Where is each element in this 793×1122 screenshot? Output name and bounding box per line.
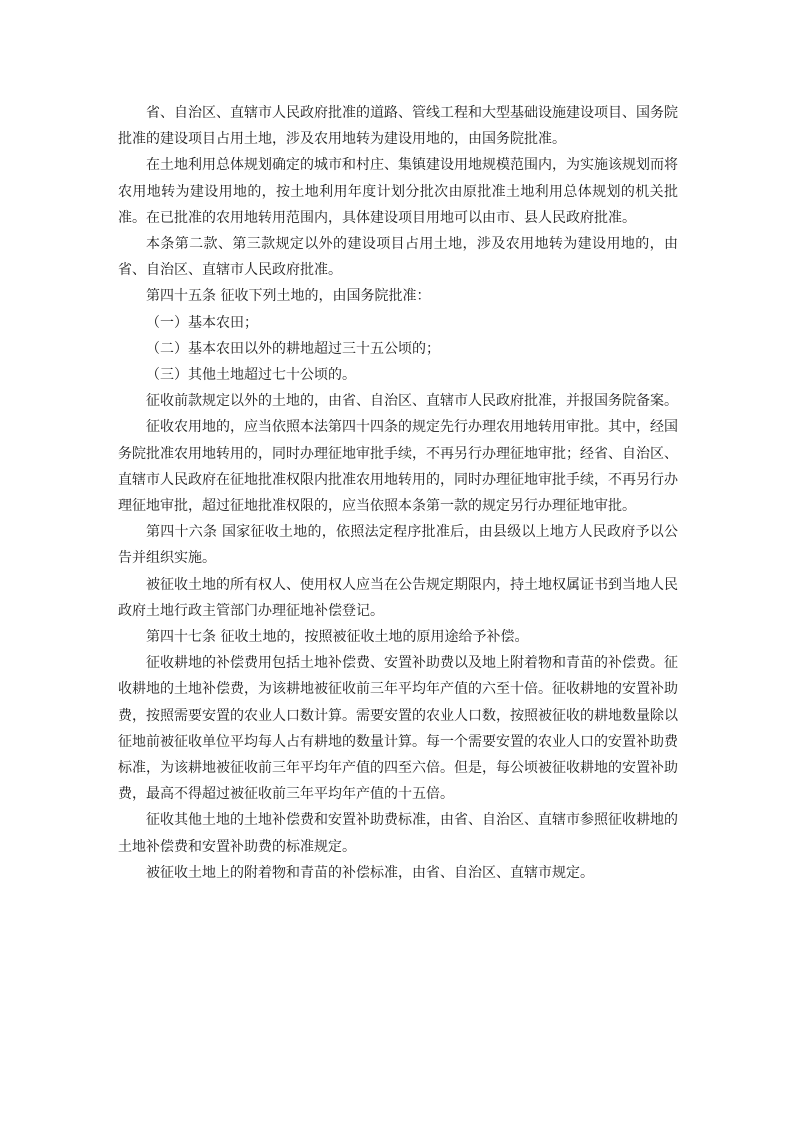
paragraph: 征收农用地的，应当依照本法第四十四条的规定先行办理农用地转用审批。其中，经国务院批准农用地转用的，同时办理征地审批手续，不再另行办理征地审批；经省、自治区、直辖市人民政府在征地批准权限内批准农用地转用的，同时办理征地审批手续，不再另行办理征地审批，超过征地批准权限的，应当依照本条第一款的规定另行办理征地审批。 (118, 419, 678, 515)
list-item: （三）其他土地超过七十公顷的。 (146, 367, 356, 384)
paragraph: 征收耕地的补偿费用包括土地补偿费、安置补助费以及地上附着物和青苗的补偿费。征收耕地的土地补偿费，为该耕地被征收前三年平均年产值的六至十倍。征收耕地的安置补助费，按照需要安置的农业人口数计算。需要安置的农业人口数，按照被征收的耕地数量除以征地前被征收单位平均每人占有耕地的数量计算。每一个需要安置的农业人口的安置补助费标准，为该耕地被征收前三年平均年产值的四至六倍。但是，每公顷被征收耕地的安置补助费，最高不得超过被征收前三年平均年产值的十五倍。 (118, 655, 678, 803)
paragraph: 被征收土地的所有权人、使用权人应当在公告规定期限内，持土地权属证书到当地人民政府土地行政主管部门办理征地补偿登记。 (118, 576, 678, 619)
document-body (118, 100, 678, 886)
article-heading-46: 第四十六条 国家征收土地的，依照法定程序批准后，由县级以上地方人民政府予以公告并组织实施。 (118, 524, 678, 567)
paragraph: 本条第二款、第三款规定以外的建设项目占用土地，涉及农用地转为建设用地的，由省、自治区、直辖市人民政府批准。 (118, 236, 678, 279)
article-heading-47: 第四十七条 征收土地的，按照被征收土地的原用途给予补偿。 (146, 629, 529, 646)
list-item: （一）基本农田； (146, 314, 258, 331)
list-item: （二）基本农田以外的耕地超过三十五公顷的； (146, 340, 440, 357)
article-heading-45: 第四十五条 征收下列土地的，由国务院批准： (146, 288, 431, 305)
paragraph: 在土地利用总体规划确定的城市和村庄、集镇建设用地规模范围内，为实施该规划而将农用地转为建设用地的，按土地利用年度计划分批次由原批准土地利用总体规划的机关批准。在已批准的农用地转用范围内，具体建设项目用地可以由市、县人民政府批准。 (118, 157, 678, 226)
paragraph: 征收前款规定以外的土地的，由省、自治区、直辖市人民政府批准，并报国务院备案。 (146, 393, 678, 410)
paragraph: 省、自治区、直辖市人民政府批准的道路、管线工程和大型基础设施建设项目、国务院批准的建设项目占用土地，涉及农用地转为建设用地的，由国务院批准。 (118, 105, 678, 148)
paragraph: 被征收土地上的附着物和青苗的补偿标准，由省、自治区、直辖市规定。 (146, 864, 594, 881)
paragraph: 征收其他土地的土地补偿费和安置补助费标准，由省、自治区、直辖市参照征收耕地的土地补偿费和安置补助费的标准规定。 (118, 812, 678, 855)
